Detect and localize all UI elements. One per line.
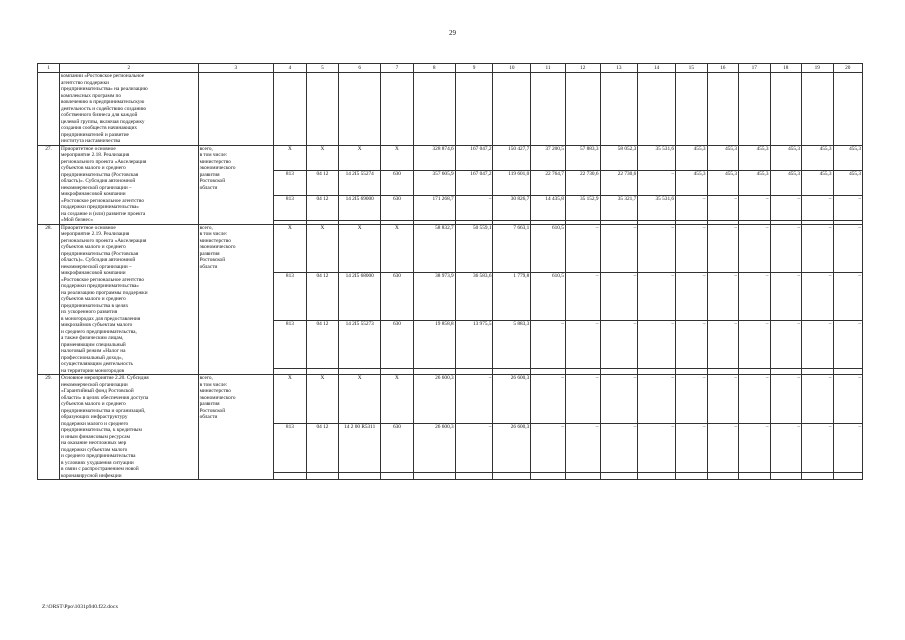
value-cell: 14 2I5 69000: [339, 195, 381, 220]
value-cell: 58 052,3: [600, 145, 638, 170]
column-number-cell: 17: [739, 64, 770, 73]
value-cell: –: [707, 195, 738, 220]
value-cell: –: [676, 272, 707, 320]
value-cell: –: [802, 424, 833, 473]
table-row: [38, 375, 863, 424]
column-number-cell: 12: [565, 64, 600, 73]
value-cell: –: [531, 375, 566, 424]
value-cell: 357 605,9: [413, 170, 455, 195]
column-number-cell: 11: [531, 64, 566, 73]
row-number-cell: 27.: [38, 145, 60, 224]
value-cell: 455,3: [770, 170, 801, 195]
value-cell: [638, 73, 676, 146]
value-cell: –: [600, 424, 638, 473]
value-cell: [802, 473, 833, 480]
budget-table: [37, 63, 863, 480]
value-cell: 35 321,7: [600, 195, 638, 220]
value-cell: [676, 73, 707, 146]
value-cell: [306, 73, 339, 146]
value-cell: –: [770, 272, 801, 320]
value-cell: –: [707, 424, 738, 473]
value-cell: 813: [274, 424, 307, 473]
value-cell: –: [770, 375, 801, 424]
value-cell: 630: [381, 320, 414, 368]
value-cell: 813: [274, 195, 307, 220]
value-cell: –: [676, 224, 707, 272]
value-cell: [274, 73, 307, 146]
value-cell: 30 826,7: [493, 195, 531, 220]
value-cell: [531, 473, 566, 480]
value-cell: 171 268,7: [413, 195, 455, 220]
value-cell: –: [833, 272, 863, 320]
column-number-row: [38, 64, 863, 73]
value-cell: –: [770, 424, 801, 473]
value-cell: –: [531, 424, 566, 473]
value-cell: 630: [381, 424, 414, 473]
value-cell: [339, 73, 381, 146]
value-cell: 36 583,6: [455, 272, 493, 320]
column-number-cell: 8: [413, 64, 455, 73]
value-cell: 455,3: [833, 145, 863, 170]
column-number-cell: 13: [600, 64, 638, 73]
value-cell: –: [833, 424, 863, 473]
value-cell: 14 2 00 R5311: [339, 424, 381, 473]
value-cell: 22 764,7: [531, 170, 566, 195]
value-cell: 35 531,6: [638, 195, 676, 220]
value-cell: 630: [381, 195, 414, 220]
value-cell: 14 2I5 55273: [339, 320, 381, 368]
value-cell: –: [600, 375, 638, 424]
executor-cell: всего, в том числе: министерство экономического развития Ростовской области: [198, 224, 274, 375]
value-cell: –: [739, 195, 770, 220]
value-cell: –: [638, 320, 676, 368]
value-cell: [306, 473, 339, 480]
value-cell: [638, 473, 676, 480]
row-number-cell: 29.: [38, 375, 60, 480]
value-cell: 455,3: [833, 170, 863, 195]
value-cell: –: [833, 224, 863, 272]
column-number-cell: 5: [306, 64, 339, 73]
value-cell: X: [306, 375, 339, 424]
row-number-cell: 28.: [38, 224, 60, 375]
value-cell: 38 973,9: [413, 272, 455, 320]
value-cell: –: [802, 320, 833, 368]
value-cell: –: [565, 375, 600, 424]
value-cell: –: [770, 195, 801, 220]
value-cell: –: [770, 224, 801, 272]
description-cell: компании «Ростовское региональное агентство поддержки предпринимательства» на реализацию комплексных программ по вовлечению в предпринимательскую деятельность и содействию созданию собственного бизнеса для каждой целевой группы, включая поддержку создания сообществ начинающих предпринимателей и развитие института наставничества: [60, 73, 199, 146]
value-cell: 04 12: [306, 424, 339, 473]
value-cell: –: [600, 224, 638, 272]
value-cell: X: [306, 224, 339, 272]
column-number-cell: 10: [493, 64, 531, 73]
value-cell: X: [381, 375, 414, 424]
value-cell: 630: [381, 272, 414, 320]
value-cell: [493, 473, 531, 480]
page-number: 29: [449, 29, 456, 37]
value-cell: 328 874,6: [413, 145, 455, 170]
value-cell: X: [339, 224, 381, 272]
value-cell: –: [770, 320, 801, 368]
value-cell: [600, 73, 638, 146]
value-cell: [455, 73, 493, 146]
value-cell: –: [802, 375, 833, 424]
table-row: [38, 73, 863, 146]
value-cell: 35 531,6: [638, 145, 676, 170]
value-cell: 150 427,7: [493, 145, 531, 170]
value-cell: 813: [274, 170, 307, 195]
value-cell: –: [802, 195, 833, 220]
value-cell: [381, 73, 414, 146]
value-cell: –: [638, 272, 676, 320]
value-cell: [565, 73, 600, 146]
value-cell: –: [802, 224, 833, 272]
value-cell: [274, 473, 307, 480]
description-cell: Основное мероприятие 2.20. Субсидия некоммерческой организации «Гарантийный фонд Ростовской области» в целях обеспечения доступа субъектов малого и среднего предпринимательства и организаций, образующих инфраструктуру поддержки малого и среднего предпринимательства, к кредитным и иным финансовым ресурсам на оказание неотложных мер поддержки субъектам малого и среднего предпринимательства в условиях ухудшения ситуации в связи с распространением новой коронавирусной инфекции: [60, 375, 199, 480]
column-number-cell: 1: [38, 64, 60, 73]
value-cell: 7 663,1: [493, 224, 531, 272]
value-cell: 1 779,8: [493, 272, 531, 320]
value-cell: –: [565, 424, 600, 473]
value-cell: 26 600,3: [413, 424, 455, 473]
value-cell: [493, 73, 531, 146]
value-cell: [739, 73, 770, 146]
executor-cell: всего, в том числе: министерство экономического развития Ростовской области: [198, 375, 274, 480]
value-cell: –: [638, 375, 676, 424]
value-cell: –: [638, 424, 676, 473]
value-cell: [413, 73, 455, 146]
value-cell: [833, 73, 863, 146]
value-cell: 813: [274, 320, 307, 368]
value-cell: 455,3: [707, 145, 738, 170]
value-cell: –: [638, 224, 676, 272]
column-number-cell: 7: [381, 64, 414, 73]
value-cell: 58 832,7: [413, 224, 455, 272]
column-number-cell: 2: [60, 64, 199, 73]
value-cell: 455,3: [676, 170, 707, 195]
value-cell: 26 600,3: [493, 375, 531, 424]
column-number-cell: 15: [676, 64, 707, 73]
column-number-cell: 19: [802, 64, 833, 73]
value-cell: 455,3: [739, 170, 770, 195]
value-cell: –: [455, 424, 493, 473]
value-cell: 04 12: [306, 320, 339, 368]
column-number-cell: 9: [455, 64, 493, 73]
value-cell: 813: [274, 272, 307, 320]
value-cell: [707, 73, 738, 146]
value-cell: [833, 473, 863, 480]
value-cell: [770, 473, 801, 480]
value-cell: X: [381, 224, 414, 272]
executor-cell: [198, 73, 274, 146]
value-cell: 14 2I5 68000: [339, 272, 381, 320]
value-cell: –: [739, 224, 770, 272]
value-cell: X: [274, 224, 307, 272]
value-cell: –: [565, 320, 600, 368]
value-cell: –: [531, 320, 566, 368]
value-cell: –: [565, 224, 600, 272]
value-cell: [381, 473, 414, 480]
value-cell: 13 975,5: [455, 320, 493, 368]
value-cell: 119 601,0: [493, 170, 531, 195]
table-row: [38, 224, 863, 272]
value-cell: 455,3: [707, 170, 738, 195]
value-cell: –: [676, 320, 707, 368]
file-path: Z:\ORST\Ppo\1031p940.f22.docx: [42, 604, 119, 610]
value-cell: 167 047,2: [455, 170, 493, 195]
value-cell: –: [707, 375, 738, 424]
value-cell: 35 152,9: [565, 195, 600, 220]
value-cell: –: [600, 320, 638, 368]
value-cell: 04 12: [306, 272, 339, 320]
value-cell: 50 559,1: [455, 224, 493, 272]
column-number-cell: 14: [638, 64, 676, 73]
value-cell: 630: [381, 170, 414, 195]
value-cell: –: [455, 375, 493, 424]
value-cell: 455,3: [802, 170, 833, 195]
description-cell: Приоритетное основное мероприятие 2.18. Реализация регионального проекта «Акселерация субъектов малого и среднего предпринимательства (Ростовская область)». Субсидия автономной некоммерческой организации – микрофинансовой компании «Ростовское региональное агентство поддержки предпринимательства» на создание и (или) развитие проекта «Мой бизнес»: [60, 145, 199, 224]
value-cell: [455, 473, 493, 480]
value-cell: 167 047,2: [455, 145, 493, 170]
value-cell: 14 2I5 55274: [339, 170, 381, 195]
value-cell: –: [802, 272, 833, 320]
value-cell: 5 883,3: [493, 320, 531, 368]
value-cell: 26 600,3: [413, 375, 455, 424]
column-number-cell: 18: [770, 64, 801, 73]
value-cell: [676, 473, 707, 480]
value-cell: [770, 73, 801, 146]
value-cell: 455,3: [739, 145, 770, 170]
column-number-cell: 16: [707, 64, 738, 73]
value-cell: X: [274, 375, 307, 424]
value-cell: 610,5: [531, 224, 566, 272]
value-cell: 455,3: [770, 145, 801, 170]
row-number-cell: [38, 73, 60, 146]
value-cell: –: [455, 195, 493, 220]
value-cell: 04 12: [306, 195, 339, 220]
value-cell: 26 600,3: [493, 424, 531, 473]
value-cell: –: [739, 375, 770, 424]
executor-cell: всего, в том числе: министерство экономического развития Ростовской области: [198, 145, 274, 224]
value-cell: [339, 473, 381, 480]
value-cell: 22 730,6: [600, 170, 638, 195]
table-row: [38, 145, 863, 170]
column-number-cell: 20: [833, 64, 863, 73]
column-number-cell: 6: [339, 64, 381, 73]
value-cell: 455,3: [802, 145, 833, 170]
description-cell: Приоритетное основное мероприятие 2.19. Реализация регионального проекта «Акселерация субъектов малого и среднего предпринимательства (Ростовская область)». Субсидия автономной некоммерческой организации – микрофинансовой компании «Ростовское региональное агентство поддержки предпринимательства» на реализацию программы поддержки субъектов малого и среднего предпринимательства в целях их ускоренного развития в моногородах для предоставления микрозаймов субъектам малого и среднего предпринимательства, а также физическим лицам, применяющим специальный налоговый режим «Налог на профессиональный доход», осуществляющим деятельность на территории моногородов: [60, 224, 199, 375]
value-cell: 22 730,6: [565, 170, 600, 195]
value-cell: 14 435,8: [531, 195, 566, 220]
value-cell: –: [739, 272, 770, 320]
value-cell: [531, 73, 566, 146]
value-cell: 04 12: [306, 170, 339, 195]
value-cell: 37 200,5: [531, 145, 566, 170]
value-cell: X: [306, 145, 339, 170]
value-cell: [707, 473, 738, 480]
value-cell: –: [676, 424, 707, 473]
value-cell: –: [833, 195, 863, 220]
value-cell: –: [833, 375, 863, 424]
value-cell: –: [565, 272, 600, 320]
value-cell: X: [274, 145, 307, 170]
value-cell: –: [638, 170, 676, 195]
value-cell: 455,3: [676, 145, 707, 170]
value-cell: –: [676, 195, 707, 220]
value-cell: X: [381, 145, 414, 170]
value-cell: X: [339, 145, 381, 170]
value-cell: –: [833, 320, 863, 368]
value-cell: [565, 473, 600, 480]
value-cell: 610,5: [531, 272, 566, 320]
value-cell: [739, 473, 770, 480]
value-cell: –: [707, 320, 738, 368]
value-cell: –: [600, 272, 638, 320]
value-cell: 57 883,3: [565, 145, 600, 170]
column-number-cell: 4: [274, 64, 307, 73]
value-cell: –: [739, 320, 770, 368]
value-cell: [413, 473, 455, 480]
value-cell: –: [676, 375, 707, 424]
value-cell: [600, 473, 638, 480]
value-cell: X: [339, 375, 381, 424]
value-cell: [802, 73, 833, 146]
value-cell: –: [739, 424, 770, 473]
value-cell: –: [707, 224, 738, 272]
value-cell: –: [707, 272, 738, 320]
column-number-cell: 3: [198, 64, 274, 73]
value-cell: 19 858,8: [413, 320, 455, 368]
